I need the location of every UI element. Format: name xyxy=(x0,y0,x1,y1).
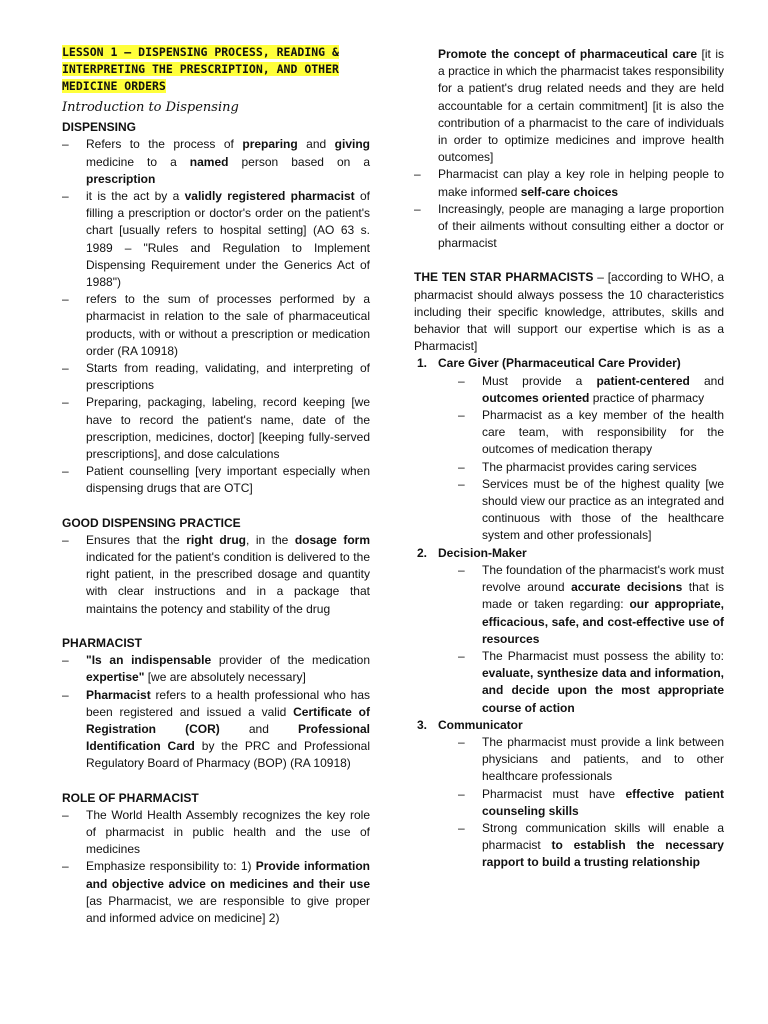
lesson-title xyxy=(62,44,370,95)
text-run: [it is a practice in which the pharmacist takes responsibility for a patient's drug related needs and they are held accountable for a certain commitment] [it is also the contribution of a pharmacist to the care of individuals in order to optimize medicines and improve health outcomes] xyxy=(438,47,725,165)
list-item xyxy=(62,360,370,394)
item-title: Decision-Maker xyxy=(438,545,527,560)
right-column xyxy=(414,46,724,872)
text-run: , in the xyxy=(246,532,295,547)
text-run: expertise" xyxy=(86,670,145,685)
gdp-heading: GOOD DISPENSING PRACTICE xyxy=(62,515,241,530)
ten-star-list xyxy=(414,355,724,871)
text-run: Pharmacist xyxy=(86,687,151,702)
item-title: Communicator xyxy=(438,717,523,732)
text-run: Pharmacist can play a key role in helping people to make informed xyxy=(438,167,724,199)
text-run: giving xyxy=(334,137,370,152)
text-run: outcomes oriented xyxy=(482,390,590,405)
list-item xyxy=(62,652,370,686)
text-run: accurate decisions xyxy=(571,580,683,595)
text-run: [as Pharmacist, we are responsible to give proper and informed advice on medicine] 2) xyxy=(86,893,370,925)
ten-star-item xyxy=(414,717,724,872)
item-number: 2. xyxy=(417,545,428,560)
item-title: Care Giver (Pharmaceutical Care Provider) xyxy=(438,356,681,371)
dispensing-list xyxy=(62,136,370,497)
text-run: Refers to the process of xyxy=(86,137,243,152)
text-run: refers to a health professional who has been registered and issued a valid xyxy=(86,687,370,719)
text-run: Patient counselling [very important especially when dispensing drugs that are OTC] xyxy=(86,464,370,496)
text-run: Professional Identification Card xyxy=(86,721,370,754)
role-heading: ROLE OF PHARMACIST xyxy=(62,790,199,805)
list-item xyxy=(414,166,724,200)
sub-list-item xyxy=(458,476,724,545)
role-list xyxy=(62,807,370,927)
text-run: Certificate of Registration (COR) xyxy=(86,704,370,736)
gdp-list xyxy=(62,532,370,618)
text-run: Provide information and objective advice on medicines and their use xyxy=(86,859,371,891)
text-run: Services must be of the highest quality [we should view our practice as an integrated and continuous with those of the healthcare system and other professionals] xyxy=(482,476,724,543)
text-run: person based on a xyxy=(228,154,370,169)
text-run: Starts from reading, validating, and interpreting of prescriptions xyxy=(86,361,370,393)
text-run: prescription xyxy=(86,171,156,186)
sub-list-item xyxy=(458,373,724,407)
text-run: [we are absolutely necessary] xyxy=(144,670,306,685)
text-run: and xyxy=(219,721,298,736)
pharmacist-heading: PHARMACIST xyxy=(62,635,142,650)
list-item xyxy=(62,291,370,360)
text-run: The World Health Assembly recognizes the key role of pharmacist in public health and the use of medicines xyxy=(86,807,370,857)
list-item xyxy=(414,46,724,166)
item-number: 1. xyxy=(417,356,428,371)
text-run: The foundation of the pharmacist's work must revolve around xyxy=(482,562,724,595)
text-run: Strong communication skills will enable a pharmacist xyxy=(482,820,724,853)
ten-star-item xyxy=(414,545,724,717)
list-item xyxy=(62,463,370,497)
sub-list xyxy=(414,562,724,717)
text-run: right drug xyxy=(186,532,246,547)
sub-list-item xyxy=(458,407,724,459)
text-run: medicine to a xyxy=(86,154,190,169)
text-run: The pharmacist provides caring services xyxy=(482,459,697,474)
list-item xyxy=(62,807,370,859)
dispensing-heading: DISPENSING xyxy=(62,120,137,135)
text-run: Ensures that the xyxy=(86,532,187,547)
ten-star-intro xyxy=(414,269,724,355)
role-list-continued xyxy=(414,46,724,252)
text-run: of filling a prescription or doctor's order on the patient's chart [usually refers to hospital setting] (AO 63 s. 1989 – "Rules and Regulation to Implement Dispensing Requirement under the Generics Act of 1988") xyxy=(86,189,370,290)
text-run: named xyxy=(189,154,229,169)
ten-star-heading: THE TEN STAR PHARMACISTS xyxy=(414,270,594,285)
text-run: Emphasize responsibility to: 1) xyxy=(86,859,256,874)
list-item xyxy=(62,687,370,773)
text-run: The Pharmacist must possess the ability to: xyxy=(482,648,724,663)
text-run: preparing xyxy=(242,137,298,152)
text-run: patient-centered xyxy=(596,373,690,388)
text-run: "Is an indispensable xyxy=(86,653,212,668)
list-item xyxy=(62,394,370,463)
text-run: dosage form xyxy=(294,532,370,547)
pharmacist-list xyxy=(62,652,370,772)
text-run: Must provide a xyxy=(482,373,597,388)
text-run: that is made or taken regarding: xyxy=(482,580,724,612)
text-run: The pharmacist must provide a link between physicians and patients, and to other healthcare professionals xyxy=(482,734,724,784)
left-column xyxy=(62,44,370,927)
text-run: our appropriate, efficacious, safe, and cost-effective use of resources xyxy=(482,597,724,646)
text-run: Preparing, packaging, labeling, record keeping [we have to record the patient's name, date of the prescription, medicines, doctor] [keeping fully-served prescriptions], and dose calculations xyxy=(86,395,370,462)
text-run: Increasingly, people are managing a large proportion of their ailments without consulting either a doctor or pharmacist xyxy=(438,201,724,251)
sub-list-item xyxy=(458,648,724,717)
text-run: to establish the necessary rapport to build a trusting relationship xyxy=(482,838,724,870)
text-run: self-care choices xyxy=(520,184,619,199)
ten-star-intro-text: – [according to WHO, a pharmacist should always possess the 10 characteristics including their specific knowledge, attributes, skills and behavior that will support our expertise which is as a Pharmacist] xyxy=(414,270,724,354)
sub-list xyxy=(414,373,724,545)
text-run: and xyxy=(297,137,335,152)
sub-list-item xyxy=(458,459,724,476)
sub-list-item xyxy=(458,734,724,786)
list-item xyxy=(414,201,724,253)
sub-list-item xyxy=(458,562,724,648)
text-run: effective patient counseling skills xyxy=(482,786,725,818)
list-item xyxy=(62,858,370,927)
text-run: validly registered pharmacist xyxy=(184,189,355,204)
lesson-title-text: LESSON 1 – DISPENSING PROCESS, READING & INTERPRETING THE PRESCRIPTION, AND OTHER MEDICINE ORDERS xyxy=(62,45,339,93)
text-run: evaluate, synthesize data and information, and decide upon the most appropriate course of action xyxy=(482,666,724,715)
sub-list xyxy=(414,734,724,872)
sub-list-item xyxy=(458,820,724,872)
text-run: by the PRC and Professional Regulatory Board of Pharmacy (BOP) (RA 10918) xyxy=(86,739,371,771)
list-item xyxy=(62,136,370,188)
list-item xyxy=(62,532,370,618)
sub-list-item xyxy=(458,786,724,820)
text-run: practice of pharmacy xyxy=(589,390,705,405)
text-run: it is the act by a xyxy=(86,189,185,204)
intro-heading: Introduction to Dispensing xyxy=(62,100,239,115)
ten-star-item xyxy=(414,355,724,544)
text-run: Pharmacist as a key member of the health care team, with responsibility for the outcomes of medication therapy xyxy=(482,408,724,457)
item-number: 3. xyxy=(417,717,428,732)
text-run: Promote the concept of pharmaceutical care xyxy=(438,47,698,61)
text-run: provider of the medication xyxy=(211,653,370,668)
text-run: Pharmacist must have xyxy=(482,786,626,801)
text-run: refers to the sum of processes performed by a pharmacist in relation to the sale of pharmaceutical products, with or without a prescription or medication order (RA 10918) xyxy=(86,292,370,358)
list-item xyxy=(62,188,370,291)
text-run: indicated for the patient's condition is delivered to the right patient, in the prescribed dosage and quantity with clear instructions and in a package that maintains the potency and stability of the drug xyxy=(86,550,370,616)
text-run: and xyxy=(689,373,724,388)
